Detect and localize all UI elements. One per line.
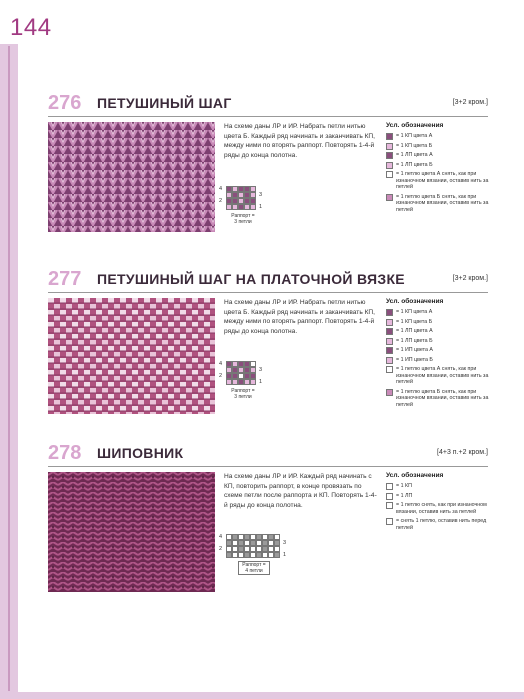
- header-rule: [48, 116, 488, 117]
- legend-text: = 1 КП: [396, 483, 412, 489]
- pattern-number: 277: [48, 268, 82, 290]
- slip-front-icon: [386, 518, 393, 525]
- purple-dot-cell-icon: [386, 133, 393, 140]
- pink-dash-cell-icon: [386, 357, 393, 364]
- legend-item: [386, 143, 490, 150]
- legend-text: = 1 КП цвета А: [396, 309, 433, 315]
- legend-item: [386, 493, 490, 500]
- legend-item: [386, 309, 490, 316]
- knit-swatch-photo: [48, 298, 215, 414]
- empty-cell-icon: [386, 493, 393, 500]
- legend-text: = 1 ЛП цвета Б: [396, 161, 433, 168]
- bottom-band: [0, 692, 524, 699]
- row-number: 2: [219, 546, 223, 552]
- legend-item: [386, 502, 490, 515]
- legend-text: = 1 ИП цвета Б: [396, 356, 433, 363]
- section-header: [48, 268, 488, 290]
- legend-title: Усл. обозначения: [386, 122, 444, 129]
- pattern-number: 278: [48, 442, 82, 464]
- chart-cell: [274, 552, 280, 558]
- legend-text: = 1 ЛП цвета Б: [396, 337, 433, 344]
- margin-line: [8, 46, 10, 691]
- pattern-description: На схеме даны ЛР и ИР. Каждый ряд начинать с КП, повторить раппорт, в конце провязать по схеме петли после раппорта и КП. Повторять 1-4-й ряды до конца полотна.: [224, 473, 377, 509]
- pattern-title: ПЕТУШИНЫЙ ШАГ НА ПЛАТОЧНОЙ ВЯЗКЕ: [97, 271, 405, 287]
- legend-item: [386, 152, 490, 159]
- legend-text: = снять 1 петлю, оставив нить перед петлей: [396, 518, 487, 531]
- legend-text: = 1 петлю цвета Б снять, как при изнаночном вязании, оставив нить за петлей: [396, 388, 489, 408]
- pink-cell-icon: [386, 162, 393, 169]
- row-number: 1: [259, 379, 263, 385]
- legend-item: [386, 133, 490, 140]
- legend: [386, 298, 490, 411]
- legend-text: = 1 петлю снять, как при изнаночном вязании, оставив нить за петлей: [396, 502, 487, 515]
- legend-text: = 1 ИП цвета А: [396, 347, 433, 353]
- legend: [386, 122, 490, 216]
- row-number: 1: [259, 204, 263, 210]
- legend-item: [386, 518, 490, 531]
- row-number: 3: [259, 192, 263, 198]
- row-number: 3: [283, 540, 287, 546]
- chart-cell: [250, 204, 256, 210]
- legend-item: [386, 171, 490, 191]
- pattern-title: ШИПОВНИК: [97, 445, 184, 461]
- pink-dot-cell-icon: [386, 319, 393, 326]
- purple-cell-icon: [386, 152, 393, 159]
- legend-text: = 1 ЛП: [396, 492, 413, 499]
- row-number: 1: [283, 552, 287, 558]
- legend-text: = 1 ЛП цвета А: [396, 328, 433, 334]
- legend: [386, 472, 490, 534]
- purple-dot-cell-icon: [386, 309, 393, 316]
- legend-text: = 1 петлю цвета Б снять, как при изнаночном вязании, оставив нить за петлей: [396, 193, 489, 213]
- legend-text: = 1 КП цвета А: [396, 133, 433, 139]
- pattern-title: ПЕТУШИНЫЙ ШАГ: [97, 95, 232, 111]
- section-header: [48, 92, 488, 114]
- purple-cell-icon: [386, 328, 393, 335]
- knit-swatch-photo: [48, 472, 215, 592]
- rapport-label: Раппорт = 3 петли: [231, 213, 255, 225]
- legend-text: = 1 КП цвета Б: [396, 318, 433, 325]
- rapport-label: Раппорт = 4 петли: [238, 561, 270, 575]
- slip-b-icon: [386, 389, 393, 396]
- legend-item: [386, 162, 490, 169]
- row-number: 4: [219, 361, 223, 367]
- pink-dot-cell-icon: [386, 143, 393, 150]
- page-number: 144: [10, 14, 52, 41]
- row-number: 4: [219, 186, 223, 192]
- slip-v-icon: [386, 502, 393, 509]
- pattern-description: На схеме даны ЛР и ИР. Набрать петли нитью цвета Б. Каждый ряд начинать и заканчивать КП, между ними по вторять раппорт. Повторять 1-4-й ряды до конца полотна.: [224, 299, 375, 335]
- row-number: 2: [219, 373, 223, 379]
- legend-item: [386, 483, 490, 490]
- dot-cell-icon: [386, 483, 393, 490]
- row-number: 3: [259, 367, 263, 373]
- legend-title: Усл. обозначения: [386, 472, 444, 479]
- legend-text: = 1 ЛП цвета А: [396, 152, 433, 158]
- legend-title: Усл. обозначения: [386, 298, 444, 305]
- chart-cell: [250, 379, 256, 385]
- legend-item: [386, 328, 490, 335]
- slip-a-icon: [386, 366, 393, 373]
- legend-item: [386, 347, 490, 354]
- header-rule: [48, 466, 488, 467]
- slip-a-icon: [386, 171, 393, 178]
- rapport-label: Раппорт = 3 петли: [231, 388, 255, 400]
- legend-text: = 1 КП цвета Б: [396, 142, 433, 149]
- stitch-count-note: [4+3 п.+2 кром.]: [437, 449, 488, 456]
- legend-item: [386, 338, 490, 345]
- legend-item: [386, 357, 490, 364]
- pink-cell-icon: [386, 338, 393, 345]
- row-number: 2: [219, 198, 223, 204]
- stitch-count-note: [3+2 кром.]: [452, 99, 488, 106]
- pattern-number: 276: [48, 92, 82, 114]
- pattern-description: На схеме даны ЛР и ИР. Набрать петли нитью цвета Б. Каждый ряд начинать и заканчивать КП, между ними по вторять раппорт. Повторять 1-4-й ряды до конца полотна.: [224, 123, 375, 159]
- legend-item: [386, 194, 490, 214]
- legend-text: = 1 петлю цвета А снять, как при изнаночном вязании, оставив нить за петлей: [396, 366, 489, 385]
- top-band: [0, 0, 524, 44]
- row-number: 4: [219, 534, 223, 540]
- slip-b-icon: [386, 194, 393, 201]
- legend-text: = 1 петлю цвета А снять, как при изнаночном вязании, оставив нить за петлей: [396, 171, 489, 190]
- knit-swatch-photo: [48, 122, 215, 232]
- header-rule: [48, 292, 488, 293]
- purple-dash-cell-icon: [386, 347, 393, 354]
- legend-item: [386, 366, 490, 386]
- stitch-count-note: [3+2 кром.]: [452, 275, 488, 282]
- section-header: [48, 442, 488, 464]
- legend-item: [386, 319, 490, 326]
- legend-item: [386, 389, 490, 409]
